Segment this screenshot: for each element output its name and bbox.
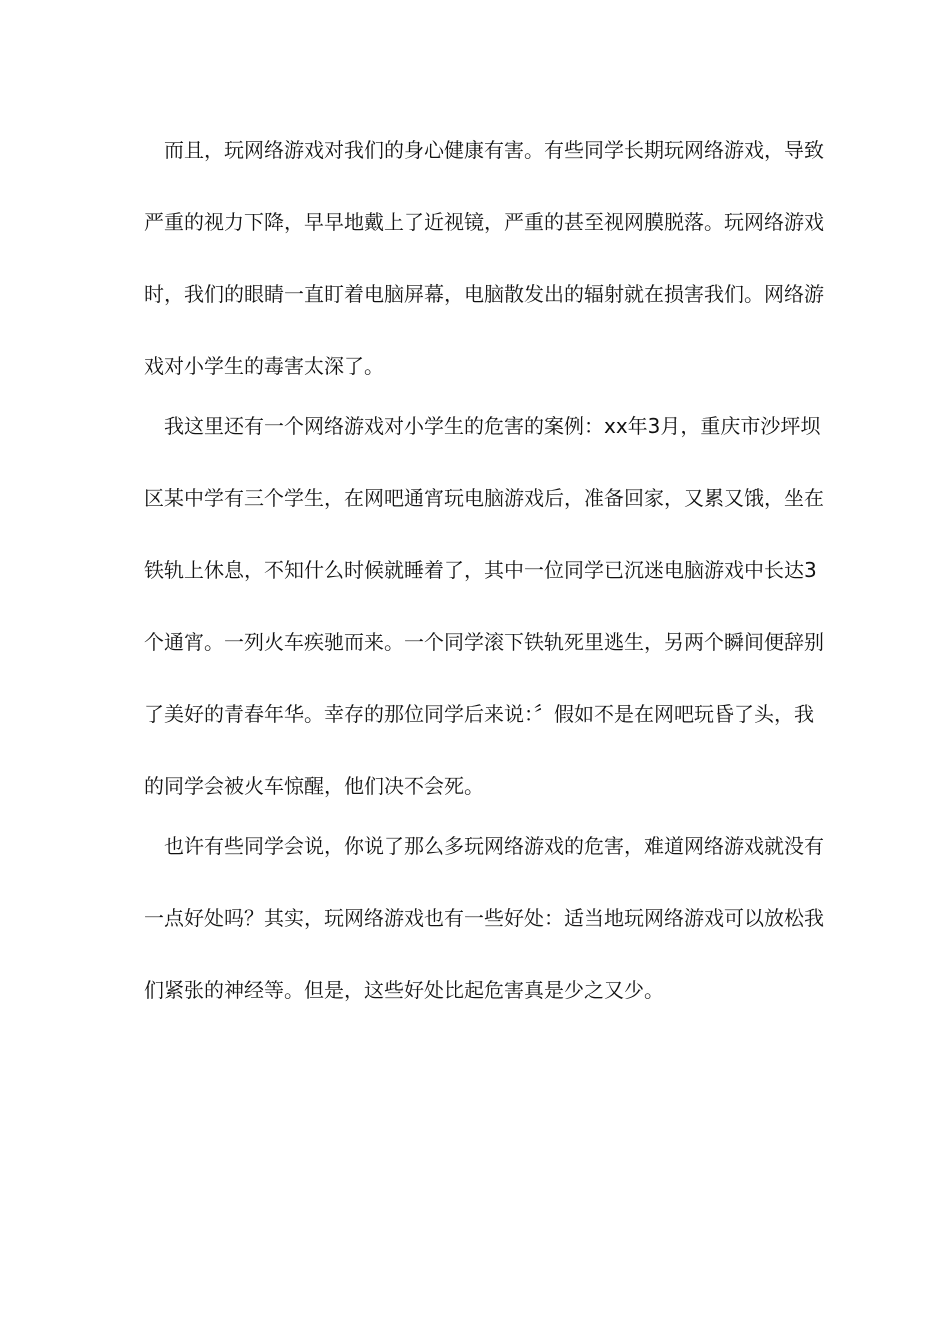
paragraph-line: 我这里还有一个网络游戏对小学生的危害的案例：xx年3月，重庆市沙坪坝 [164, 414, 821, 438]
paragraph-line: 严重的视力下降，早早地戴上了近视镜，严重的甚至视网膜脱落。玩网络游戏 [144, 210, 824, 234]
paragraph-line: 戏对小学生的毒害太深了。 [144, 354, 384, 378]
paragraph-line: 也许有些同学会说，你说了那么多玩网络游戏的危害，难道网络游戏就没有 [164, 834, 824, 858]
paragraph-line: 们紧张的神经等。但是，这些好处比起危害真是少之又少。 [144, 978, 664, 1002]
paragraph-line: 个通宵。一列火车疾驰而来。一个同学滚下铁轨死里逃生，另两个瞬间便辞别 [144, 630, 824, 654]
paragraph-3 [144, 824, 824, 1040]
paragraph-line: 的同学会被火车惊醒，他们决不会死。 [144, 774, 484, 798]
paragraph-2 [144, 404, 824, 824]
paragraph-1 [144, 128, 824, 404]
paragraph-line: 铁轨上休息，不知什么时候就睡着了，其中一位同学已沉迷电脑游戏中长达3 [144, 558, 817, 582]
paragraph-line: 一点好处吗？其实，玩网络游戏也有一些好处：适当地玩网络游戏可以放松我 [144, 906, 824, 930]
document-body [144, 128, 824, 1040]
paragraph-line: 了美好的青春年华。幸存的那位同学后来说：〞假如不是在网吧玩昏了头，我 [144, 702, 814, 726]
paragraph-line: 区某中学有三个学生，在网吧通宵玩电脑游戏后，准备回家，又累又饿，坐在 [144, 486, 824, 510]
paragraph-line: 而且，玩网络游戏对我们的身心健康有害。有些同学长期玩网络游戏，导致 [164, 138, 824, 162]
paragraph-line: 时，我们的眼睛一直盯着电脑屏幕，电脑散发出的辐射就在损害我们。网络游 [144, 282, 824, 306]
